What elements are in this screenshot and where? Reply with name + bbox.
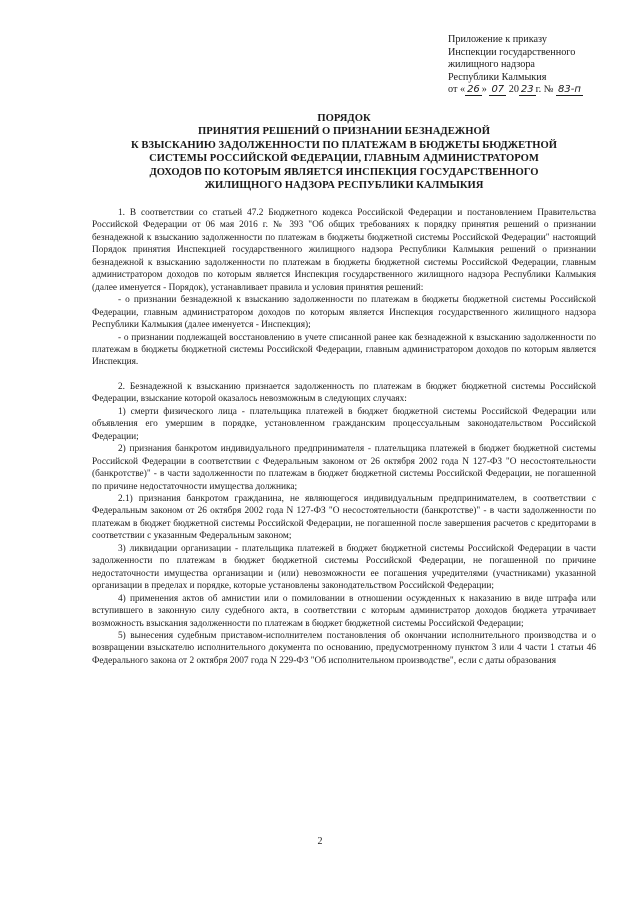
title-line: ДОХОДОВ ПО КОТОРЫМ ЯВЛЯЕТСЯ ИНСПЕКЦИЯ ГОСУДАРСТВЕННОГО [149,166,539,178]
paragraph-2-case-3: 3) ликвидации организации - плательщика платежей в бюджет бюджетной системы Российской Федерации в части задолженности по платежам в бюджет бюджетной системы Российской Федерации, не погашенной по причине недостаточности имущества организации и (или) невозможности ее погашения учредителями (участниками) указанной организации в пределах и порядке, которые установлены законодательством Российской Федерации; [92,543,596,592]
title-line: К ВЗЫСКАНИЮ ЗАДОЛЖЕННОСТИ ПО ПЛАТЕЖАМ В БЮДЖЕТЫ БЮДЖЕТНОЙ [131,139,557,151]
paragraph-2-case-2: 2) признания банкротом индивидуального предпринимателя - плательщика платежей в бюджет бюджетной системы Российской Федерации в соответствии с Федеральным законом от 26 октября 2002 года N 127-ФЗ "О несостоятельности (банкротстве)" - в части задолженности по платежам в бюджет бюджетной системы Российской Федерации, не погашенной по причине недостаточности имущества должника; [92,444,596,492]
title-line: ПРИНЯТИЯ РЕШЕНИЙ О ПРИЗНАНИИ БЕЗНАДЕЖНОЙ [198,126,490,138]
date-sep: » [481,84,490,96]
title-line: ПОРЯДОК [317,113,371,124]
date-year-suffix: г. № [535,84,557,96]
annex-date [448,84,628,97]
date-prefix: от « [448,84,466,96]
date-day: 26 [467,84,480,96]
annex-line: жилищного надзора [448,59,535,71]
document-body [92,207,596,667]
annex-line: Республики Калмыкия [448,71,547,83]
paragraph-2: 2. Безнадежной к взысканию признается задолженность по платежам в бюджет бюджетной системы Российской Федерации, взыскание которой оказалось невозможным в следующих случаях: [92,381,596,405]
document-title [92,112,596,192]
paragraph-2-case-5: 5) вынесения судебным приставом-исполнителем постановления об окончании исполнительного производства и о возвращении взыскателю исполнительного документа по основанию, предусмотренному пунктом 3 или 4 части 1 статьи 46 Федерального закона от 2 октября 2007 года N 229-ФЗ "Об исполнительном производстве", если с даты образования [92,630,596,666]
date-month: 07 [491,84,505,96]
paragraph-1: 1. В соответствии со статьей 47.2 Бюджетного кодекса Российской Федерации и постановлением Правительства Российской Федерации от 06 мая 2016 г. № 393 "Об общих требованиях к порядку принятия решений о признании безнадежной к взысканию задолженности по платежам в бюджеты бюджетной системы Российской Федерации" настоящий Порядок принятия Инспекцией государственного жилищного надзора Республики Калмыкия решений о признании безнадежной к взысканию задолженности по платежам в бюджеты бюджетной системы Российской Федерации, главным администратором доходов по которым является Инспекция государственного жилищного надзора Республики Калмыкия (далее именуется - Порядок), устанавливает правила и условия принятия решений: [92,208,596,293]
order-number: 83-п [558,84,581,96]
paragraph-2-case-4: 4) применения актов об амнистии или о помиловании в отношении осужденных к наказанию в виде штрафа или вступившего в законную силу судебного акта, в соответствии с которым администратор доходов бюджета утрачивает возможность взыскания задолженности по платежам в бюджет бюджетной системы Российской Федерации; [92,593,596,629]
paragraph-2-case-1: 1) смерти физического лица - плательщика платежей в бюджет бюджетной системы Российской Федерации или объявления его умершим в порядке, установленном гражданским процессуальным законодательством Российской Федерации; [92,406,596,442]
page-number: 2 [317,836,323,847]
paragraph-2-case-2-1: 2.1) признания банкротом гражданина, не являющегося индивидуальным предпринимателем, в соответствии с Федеральным законом от 26 октября 2002 года N 127-ФЗ "О несостоятельности (банкротстве)" - в части задолженности по платежам в бюджет бюджетной системы Российской Федерации, не погашенной после завершения расчетов с кредиторами в соответствии с указанным Федеральным законом; [92,493,596,542]
paragraph-1-item-b: - о признании подлежащей восстановлению в учете списанной ранее как безнадежной к взысканию задолженности по платежам в бюджеты бюджетной системы Российской Федерации, главным администратором доходов по которым является Инспекция. [92,332,596,368]
title-line: СИСТЕМЫ РОССИЙСКОЙ ФЕДЕРАЦИИ, ГЛАВНЫМ АДМИНИСТРАТОРОМ [149,153,539,165]
paragraph-1-item-a: - о признании безнадежной к взысканию задолженности по платежам в бюджеты бюджетной системы Российской Федерации, главным администратором доходов по которым является Инспекция государственного жилищного надзора Республики Калмыкия (далее именуется - Инспекция); [92,295,596,331]
date-year-prefix: 20 [506,84,519,96]
title-line: ЖИЛИЩНОГО НАДЗОРА РЕСПУБЛИКИ КАЛМЫКИЯ [204,180,484,192]
annex-block [448,34,628,97]
annex-line: Приложение к приказу [448,34,547,45]
annex-line: Инспекции государственного [448,46,576,58]
date-year: 23 [520,84,534,96]
